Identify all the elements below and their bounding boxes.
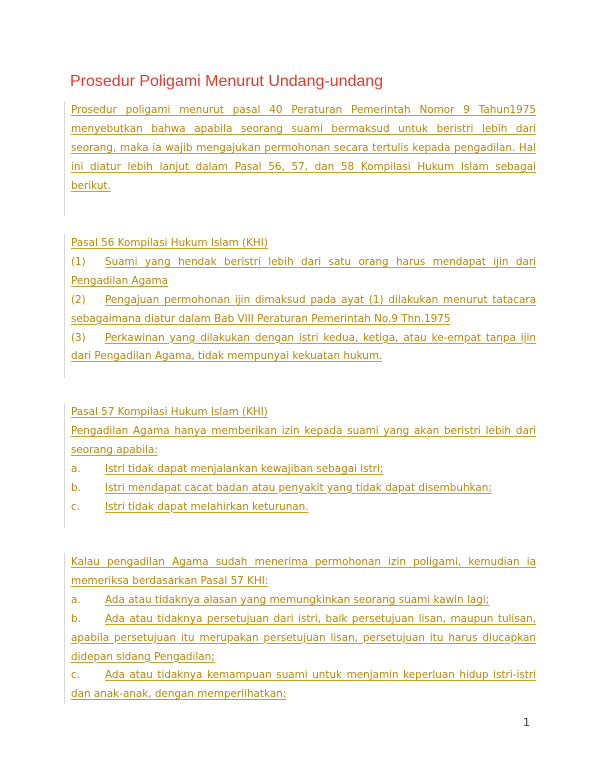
item-text: Ada atau tidaknya alasan yang memungkinkan seorang suami kawin lagi; [105,593,490,606]
item-letter: b. [71,612,81,625]
intro-line-1[interactable]: Prosedur poligami menurut pasal 40 Peraturan Pemerintah Nomor 9 Tahun1975 [71,104,536,116]
item-text: Perkawinan yang dilakukan dengan istri kedua, ketiga, atau ke-empat tanpa ijin [105,331,536,344]
item-text: Istri tidak dapat menjalankan kewajiban sebagai istri; [105,462,384,475]
intro-line-4[interactable]: ini diatur lebih lanjut dalam Pasal 56, 57, dan 58 Kompilasi Hukum Islam sebagai [71,160,536,173]
intro-line-5[interactable]: berikut. [71,179,111,192]
pasal56-item-2-cont[interactable]: sebagaimana diatur dalam Bab VIII Peraturan Pemerintah No.9 Thn.1975 [71,312,451,325]
pasal58-intro-line-1[interactable]: Kalau pengadilan Agama sudah menerima permohonan izin poligami, kemudian ia [71,556,536,568]
page-number: 1 [523,716,530,729]
pasal56-item-2[interactable] [71,291,536,310]
item-letter: c. [71,500,81,513]
pasal56-heading[interactable]: Pasal 56 Kompilasi Hukum Islam (KHI) [71,237,268,249]
intro-line-3[interactable]: seorang, maka ia wajib mengajukan permohonan secara tertulis kepada pengadilan. Hal [71,141,536,154]
pasal56-item-1-cont[interactable]: Pengadilan Agama [71,274,169,287]
pasal57-intro-line-2[interactable]: seorang apabila: [71,443,158,456]
pasal57-intro-line-1[interactable]: Pengadilan Agama hanya memberikan izin kepada suami yang akan beristri lebih dari [71,424,536,437]
item-text: Pengajuan permohonan ijin dimaksud pada ayat (1) dilakukan menurut tatacara [105,293,536,306]
pasal57-item-a[interactable] [71,460,536,479]
pasal57-heading[interactable]: Pasal 57 Kompilasi Hukum Islam (KHI) [71,406,268,418]
item-text: Ada atau tidaknya persetujuan dari istri, baik persetujuan lisan, maupun tulisan, [105,612,536,625]
pasal57-item-c[interactable] [71,498,536,517]
pasal58-section [64,553,536,704]
pasal58-item-c-cont[interactable]: dan anak-anak, dengan memperlihatkan: [71,688,287,701]
pasal58-item-b[interactable] [71,610,536,629]
pasal57-section [64,403,536,528]
pasal56-item-3-cont[interactable]: dari Pengadilan Agama, tidak mempunyai kekuatan hukum. [71,350,383,363]
pasal58-item-c[interactable] [71,666,536,685]
pasal58-item-b-cont-2[interactable]: didepan sidang Pengadilan; [71,650,215,663]
item-text: Istri tidak dapat melahirkan keturunan. [105,500,309,513]
item-number: (3) [71,331,86,344]
intro-line-2[interactable]: menyebutkan bahwa apabila seorang suami bermaksud untuk beristri lebih dari [71,122,536,135]
item-letter: a. [71,593,81,606]
item-letter: b. [71,481,81,494]
item-letter: a. [71,462,81,475]
pasal58-item-a[interactable] [71,591,536,610]
item-text: Suami yang hendak beristri lebih dari satu orang harus mendapat ijin dari [105,255,536,268]
pasal58-item-b-cont-1[interactable]: apabila persetujuan itu merupakan persetujuan lisan, persetujuan itu harus diucapkan [71,631,536,644]
pasal56-section [64,234,536,378]
item-number: (1) [71,255,86,268]
pasal56-item-3[interactable] [71,329,536,348]
intro-section [64,101,536,216]
item-number: (2) [71,293,86,306]
pasal56-item-1[interactable] [71,253,536,272]
page-title: Prosedur Poligami Menurut Undang-undang [70,73,384,90]
item-text: Ada atau tidaknya kemampuan suami untuk menjamin keperluan hidup istri-istri [105,669,536,682]
item-letter: c. [71,669,81,682]
pasal57-item-b[interactable] [71,479,536,498]
item-text: Istri mendapat cacat badan atau penyakit yang tidak dapat disembuhkan; [105,481,492,494]
pasal58-intro-line-2[interactable]: memeriksa berdasarkan Pasal 57 KHI: [71,574,269,587]
